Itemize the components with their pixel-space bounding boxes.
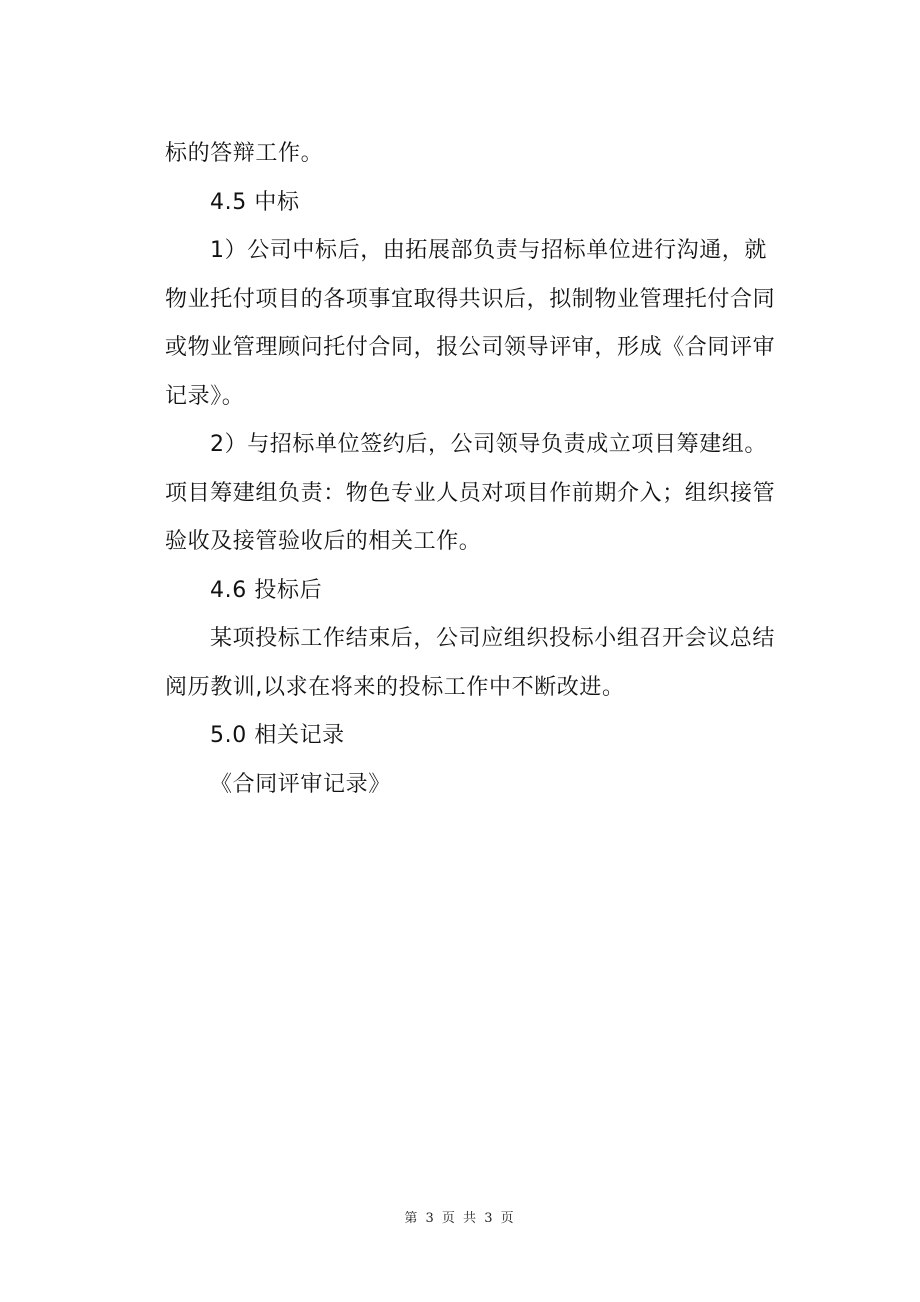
section-heading-4-6: 4.6 投标后 <box>210 577 323 603</box>
section-heading-5-0: 5.0 相关记录 <box>210 723 345 748</box>
paragraph-item-2: 2）与招标单位签约后，公司领导负责成立项目筹建组。项目筹建组负责：物色专业人员对项目作前期介入；组织接管验收及接管验收后的相关工作。 <box>165 432 776 554</box>
section-heading-4-5: 4.5 中标 <box>210 189 300 215</box>
page-number-footer: 第 3 页 共 3 页 <box>404 1211 516 1226</box>
record-item: 《合同评审记录》 <box>210 771 391 797</box>
document-body <box>165 130 785 809</box>
paragraph-continuation: 标的答辩工作。 <box>165 141 324 166</box>
paragraph-post-bid: 某项投标工作结束后，公司应组织投标小组召开会议总结阅历教训,以求在将来的投标工作中不断改进。 <box>165 626 776 700</box>
paragraph-item-1: 1）公司中标后，由拓展部负责与招标单位进行沟通，就物业托付项目的各项事宜取得共识后，拟制物业管理托付合同或物业管理顾问托付合同，报公司领导评审，形成《合同评审记录》。 <box>165 238 776 409</box>
